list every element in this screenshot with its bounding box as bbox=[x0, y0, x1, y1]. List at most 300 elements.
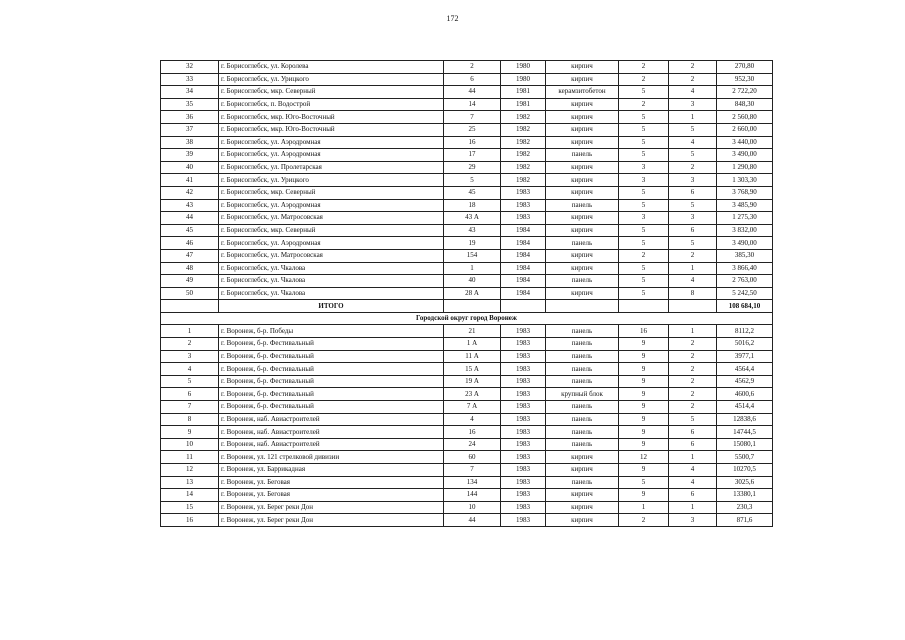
address-cell: г. Воронеж, б-р. Фестивальный bbox=[219, 388, 444, 401]
address-cell: г. Воронеж, ул. Берег реки Дон bbox=[219, 501, 444, 514]
table-row bbox=[161, 363, 773, 376]
row-number: 4 bbox=[161, 363, 219, 376]
house-number-cell: 11 А bbox=[444, 350, 501, 363]
row-number: 1 bbox=[161, 325, 219, 338]
floors-cell: 5 bbox=[619, 476, 669, 489]
table-row bbox=[161, 212, 773, 225]
row-number: 37 bbox=[161, 123, 219, 136]
floors-cell: 5 bbox=[619, 186, 669, 199]
material-cell: кирпич bbox=[546, 111, 619, 124]
address-cell: г. Борисоглебск, мкр. Северный bbox=[219, 186, 444, 199]
house-number-cell: 10 bbox=[444, 501, 501, 514]
area-cell: 3 768,90 bbox=[717, 186, 773, 199]
area-cell: 4514,4 bbox=[717, 401, 773, 414]
material-cell: кирпич bbox=[546, 98, 619, 111]
floors-cell: 5 bbox=[619, 123, 669, 136]
table-row bbox=[161, 262, 773, 275]
year-cell: 1983 bbox=[501, 199, 546, 212]
address-cell: г. Воронеж, б-р. Фестивальный bbox=[219, 363, 444, 376]
row-number: 12 bbox=[161, 464, 219, 477]
area-cell: 270,80 bbox=[717, 61, 773, 74]
material-cell: крупный блок bbox=[546, 388, 619, 401]
row-number: 36 bbox=[161, 111, 219, 124]
entrances-cell: 1 bbox=[669, 262, 717, 275]
year-cell: 1981 bbox=[501, 98, 546, 111]
house-number-cell: 15 А bbox=[444, 363, 501, 376]
table-row bbox=[161, 388, 773, 401]
row-number: 33 bbox=[161, 73, 219, 86]
area-cell: 871,6 bbox=[717, 514, 773, 527]
address-cell: г. Борисоглебск, ул. Урицкого bbox=[219, 174, 444, 187]
entrances-cell: 5 bbox=[669, 149, 717, 162]
entrances-cell: 3 bbox=[669, 212, 717, 225]
address-cell: г. Воронеж, ул. Беговая bbox=[219, 476, 444, 489]
house-number-cell: 144 bbox=[444, 489, 501, 502]
address-cell: г. Борисоглебск, ул. Аэродромная bbox=[219, 199, 444, 212]
entrances-cell: 4 bbox=[669, 136, 717, 149]
year-cell: 1983 bbox=[501, 489, 546, 502]
floors-cell: 2 bbox=[619, 61, 669, 74]
floors-cell: 5 bbox=[619, 224, 669, 237]
address-cell: г. Воронеж, б-р. Фестивальный bbox=[219, 401, 444, 414]
row-number: 15 bbox=[161, 501, 219, 514]
material-cell: панель bbox=[546, 375, 619, 388]
address-cell: г. Воронеж, б-р. Фестивальный bbox=[219, 375, 444, 388]
year-cell: 1983 bbox=[501, 426, 546, 439]
row-number: 13 bbox=[161, 476, 219, 489]
entrances-cell: 2 bbox=[669, 401, 717, 414]
area-cell: 2 560,80 bbox=[717, 111, 773, 124]
year-cell: 1982 bbox=[501, 123, 546, 136]
address-cell: г. Воронеж, наб. Авиастроителей bbox=[219, 413, 444, 426]
entrances-cell: 4 bbox=[669, 275, 717, 288]
house-number-cell: 7 А bbox=[444, 401, 501, 414]
house-number-cell: 17 bbox=[444, 149, 501, 162]
area-cell: 3 866,40 bbox=[717, 262, 773, 275]
house-number-cell: 154 bbox=[444, 249, 501, 262]
year-cell: 1983 bbox=[501, 501, 546, 514]
floors-cell: 9 bbox=[619, 401, 669, 414]
row-number: 40 bbox=[161, 161, 219, 174]
floors-cell: 5 bbox=[619, 287, 669, 300]
floors-cell: 3 bbox=[619, 161, 669, 174]
area-cell: 3 485,90 bbox=[717, 199, 773, 212]
house-number-cell: 5 bbox=[444, 174, 501, 187]
floors-cell: 9 bbox=[619, 388, 669, 401]
area-cell: 15080,1 bbox=[717, 438, 773, 451]
year-cell: 1982 bbox=[501, 161, 546, 174]
address-cell: г. Борисоглебск, ул. Урицкого bbox=[219, 73, 444, 86]
year-cell: 1983 bbox=[501, 451, 546, 464]
address-cell: г. Борисоглебск, мкр. Юго-Восточный bbox=[219, 123, 444, 136]
row-number: 8 bbox=[161, 413, 219, 426]
area-cell: 14744,5 bbox=[717, 426, 773, 439]
table-row bbox=[161, 287, 773, 300]
table-row bbox=[161, 224, 773, 237]
address-cell: г. Борисоглебск, п. Водострой bbox=[219, 98, 444, 111]
house-number-cell: 6 bbox=[444, 73, 501, 86]
address-cell: г. Борисоглебск, ул. Аэродромная bbox=[219, 237, 444, 250]
house-number-cell: 1 bbox=[444, 262, 501, 275]
table-row bbox=[161, 111, 773, 124]
area-cell: 3 440,00 bbox=[717, 136, 773, 149]
material-cell: панель bbox=[546, 438, 619, 451]
address-cell: г. Борисоглебск, мкр. Северный bbox=[219, 86, 444, 99]
area-cell: 848,30 bbox=[717, 98, 773, 111]
floors-cell: 3 bbox=[619, 174, 669, 187]
area-cell: 4562,9 bbox=[717, 375, 773, 388]
floors-cell: 5 bbox=[619, 136, 669, 149]
address-cell: г. Воронеж, наб. Авиастроителей bbox=[219, 438, 444, 451]
house-number-cell: 14 bbox=[444, 98, 501, 111]
year-cell: 1983 bbox=[501, 186, 546, 199]
area-cell: 2 722,20 bbox=[717, 86, 773, 99]
table-row bbox=[161, 149, 773, 162]
table-row bbox=[161, 476, 773, 489]
floors-cell: 9 bbox=[619, 438, 669, 451]
address-cell: г. Воронеж, ул. 121 стрелковой дивизии bbox=[219, 451, 444, 464]
year-cell: 1983 bbox=[501, 212, 546, 225]
entrances-cell: 2 bbox=[669, 350, 717, 363]
material-cell: кирпич bbox=[546, 287, 619, 300]
address-cell: г. Борисоглебск, ул. Королева bbox=[219, 61, 444, 74]
table-row bbox=[161, 375, 773, 388]
material-cell: панель bbox=[546, 350, 619, 363]
floors-cell: 12 bbox=[619, 451, 669, 464]
year-cell: 1983 bbox=[501, 325, 546, 338]
entrances-cell: 2 bbox=[669, 375, 717, 388]
material-cell: панель bbox=[546, 275, 619, 288]
floors-cell: 5 bbox=[619, 86, 669, 99]
house-number-cell: 7 bbox=[444, 464, 501, 477]
year-cell: 1983 bbox=[501, 438, 546, 451]
table-row bbox=[161, 199, 773, 212]
floors-cell: 2 bbox=[619, 98, 669, 111]
material-cell: панель bbox=[546, 413, 619, 426]
floors-cell: 5 bbox=[619, 275, 669, 288]
material-cell: панель bbox=[546, 363, 619, 376]
row-number: 47 bbox=[161, 249, 219, 262]
house-number-cell: 29 bbox=[444, 161, 501, 174]
house-number-cell: 44 bbox=[444, 86, 501, 99]
row-number: 3 bbox=[161, 350, 219, 363]
entrances-cell: 6 bbox=[669, 426, 717, 439]
table-row bbox=[161, 325, 773, 338]
address-cell: г. Воронеж, ул. Беговая bbox=[219, 489, 444, 502]
row-number: 46 bbox=[161, 237, 219, 250]
floors-cell: 5 bbox=[619, 262, 669, 275]
floors-cell: 9 bbox=[619, 375, 669, 388]
table-row bbox=[161, 161, 773, 174]
row-number: 2 bbox=[161, 338, 219, 351]
floors-cell: 16 bbox=[619, 325, 669, 338]
material-cell: панель bbox=[546, 401, 619, 414]
house-number-cell: 1 А bbox=[444, 338, 501, 351]
row-number: 42 bbox=[161, 186, 219, 199]
material-cell: кирпич bbox=[546, 224, 619, 237]
house-number-cell: 40 bbox=[444, 275, 501, 288]
year-cell: 1983 bbox=[501, 464, 546, 477]
entrances-cell: 2 bbox=[669, 161, 717, 174]
entrances-cell: 2 bbox=[669, 249, 717, 262]
material-cell: кирпич bbox=[546, 464, 619, 477]
floors-cell: 9 bbox=[619, 464, 669, 477]
address-cell: г. Воронеж, ул. Берег реки Дон bbox=[219, 514, 444, 527]
floors-cell: 9 bbox=[619, 413, 669, 426]
house-number-cell: 25 bbox=[444, 123, 501, 136]
row-number: 7 bbox=[161, 401, 219, 414]
material-cell: панель bbox=[546, 325, 619, 338]
year-cell: 1981 bbox=[501, 86, 546, 99]
section-header-row bbox=[161, 312, 773, 325]
floors-cell: 2 bbox=[619, 249, 669, 262]
floors-cell: 5 bbox=[619, 199, 669, 212]
floors-cell: 5 bbox=[619, 149, 669, 162]
year-cell: 1983 bbox=[501, 476, 546, 489]
house-number-cell: 44 bbox=[444, 514, 501, 527]
year-cell: 1983 bbox=[501, 363, 546, 376]
table-row bbox=[161, 237, 773, 250]
house-number-cell: 7 bbox=[444, 111, 501, 124]
total-row bbox=[161, 300, 773, 313]
material-cell: кирпич bbox=[546, 451, 619, 464]
year-cell: 1984 bbox=[501, 224, 546, 237]
address-cell: г. Борисоглебск, ул. Матросовская bbox=[219, 212, 444, 225]
entrances-cell: 3 bbox=[669, 514, 717, 527]
area-cell: 3 490,00 bbox=[717, 149, 773, 162]
entrances-cell: 3 bbox=[669, 174, 717, 187]
year-cell: 1983 bbox=[501, 338, 546, 351]
material-cell: кирпич bbox=[546, 489, 619, 502]
area-cell: 1 275,30 bbox=[717, 212, 773, 225]
row-number: 50 bbox=[161, 287, 219, 300]
address-cell: г. Борисоглебск, ул. Аэродромная bbox=[219, 136, 444, 149]
area-cell: 5 242,50 bbox=[717, 287, 773, 300]
address-cell: г. Борисоглебск, ул. Чкалова bbox=[219, 262, 444, 275]
housing-register-table bbox=[160, 60, 773, 527]
address-cell: г. Борисоглебск, мкр. Юго-Восточный bbox=[219, 111, 444, 124]
entrances-cell: 1 bbox=[669, 501, 717, 514]
table-row bbox=[161, 86, 773, 99]
address-cell: г. Борисоглебск, ул. Чкалова bbox=[219, 287, 444, 300]
entrances-cell: 2 bbox=[669, 338, 717, 351]
entrances-cell: 6 bbox=[669, 186, 717, 199]
row-number: 11 bbox=[161, 451, 219, 464]
area-cell: 5016,2 bbox=[717, 338, 773, 351]
material-cell: кирпич bbox=[546, 501, 619, 514]
entrances-cell: 6 bbox=[669, 438, 717, 451]
entrances-cell: 2 bbox=[669, 61, 717, 74]
row-number: 38 bbox=[161, 136, 219, 149]
year-cell: 1983 bbox=[501, 413, 546, 426]
entrances-cell: 4 bbox=[669, 86, 717, 99]
house-number-cell: 19 А bbox=[444, 375, 501, 388]
table-row bbox=[161, 338, 773, 351]
row-number: 14 bbox=[161, 489, 219, 502]
house-number-cell: 45 bbox=[444, 186, 501, 199]
section-title: Городской округ город Воронеж bbox=[161, 312, 773, 325]
house-number-cell: 4 bbox=[444, 413, 501, 426]
entrances-cell: 1 bbox=[669, 111, 717, 124]
material-cell: кирпич bbox=[546, 262, 619, 275]
material-cell: кирпич bbox=[546, 73, 619, 86]
material-cell: кирпич bbox=[546, 136, 619, 149]
floors-cell: 9 bbox=[619, 338, 669, 351]
house-number-cell: 16 bbox=[444, 426, 501, 439]
year-cell: 1982 bbox=[501, 111, 546, 124]
table-row bbox=[161, 61, 773, 74]
total-row-group bbox=[161, 300, 773, 325]
floors-cell: 9 bbox=[619, 489, 669, 502]
material-cell: кирпич bbox=[546, 249, 619, 262]
area-cell: 12838,6 bbox=[717, 413, 773, 426]
house-number-cell: 2 bbox=[444, 61, 501, 74]
year-cell: 1980 bbox=[501, 73, 546, 86]
table-row bbox=[161, 275, 773, 288]
entrances-cell: 2 bbox=[669, 388, 717, 401]
year-cell: 1983 bbox=[501, 514, 546, 527]
area-cell: 952,30 bbox=[717, 73, 773, 86]
material-cell: панель bbox=[546, 149, 619, 162]
entrances-cell: 8 bbox=[669, 287, 717, 300]
total-value: 108 684,10 bbox=[717, 300, 773, 313]
house-number-cell: 43 bbox=[444, 224, 501, 237]
table-row bbox=[161, 350, 773, 363]
entrances-cell: 4 bbox=[669, 476, 717, 489]
total-label: ИТОГО bbox=[219, 300, 444, 313]
table-row bbox=[161, 413, 773, 426]
area-cell: 3025,6 bbox=[717, 476, 773, 489]
house-number-cell: 16 bbox=[444, 136, 501, 149]
area-cell: 4564,4 bbox=[717, 363, 773, 376]
year-cell: 1980 bbox=[501, 61, 546, 74]
floors-cell: 5 bbox=[619, 237, 669, 250]
material-cell: панель bbox=[546, 426, 619, 439]
row-number: 6 bbox=[161, 388, 219, 401]
area-cell: 1 303,30 bbox=[717, 174, 773, 187]
floors-cell: 1 bbox=[619, 501, 669, 514]
table-row bbox=[161, 426, 773, 439]
row-number: 35 bbox=[161, 98, 219, 111]
entrances-cell: 3 bbox=[669, 98, 717, 111]
table-row bbox=[161, 501, 773, 514]
table-row bbox=[161, 98, 773, 111]
area-cell: 13380,1 bbox=[717, 489, 773, 502]
area-cell: 8112,2 bbox=[717, 325, 773, 338]
entrances-cell: 2 bbox=[669, 363, 717, 376]
area-cell: 3977,1 bbox=[717, 350, 773, 363]
row-number: 5 bbox=[161, 375, 219, 388]
house-number-cell: 134 bbox=[444, 476, 501, 489]
material-cell: кирпич bbox=[546, 123, 619, 136]
table-row bbox=[161, 249, 773, 262]
row-number: 10 bbox=[161, 438, 219, 451]
year-cell: 1983 bbox=[501, 388, 546, 401]
table-row bbox=[161, 174, 773, 187]
area-cell: 3 490,00 bbox=[717, 237, 773, 250]
house-number-cell: 18 bbox=[444, 199, 501, 212]
table-row bbox=[161, 136, 773, 149]
year-cell: 1983 bbox=[501, 401, 546, 414]
row-number: 44 bbox=[161, 212, 219, 225]
material-cell: панель bbox=[546, 338, 619, 351]
page-number: 172 bbox=[446, 14, 459, 23]
year-cell: 1984 bbox=[501, 249, 546, 262]
entrances-cell: 6 bbox=[669, 224, 717, 237]
house-number-cell: 19 bbox=[444, 237, 501, 250]
entrances-cell: 4 bbox=[669, 464, 717, 477]
table-row bbox=[161, 123, 773, 136]
house-number-cell: 28 А bbox=[444, 287, 501, 300]
table-body-borisoglebsk bbox=[161, 61, 773, 300]
floors-cell: 2 bbox=[619, 73, 669, 86]
area-cell: 4600,6 bbox=[717, 388, 773, 401]
house-number-cell: 23 А bbox=[444, 388, 501, 401]
address-cell: г. Воронеж, б-р. Фестивальный bbox=[219, 338, 444, 351]
floors-cell: 9 bbox=[619, 426, 669, 439]
house-number-cell: 43 А bbox=[444, 212, 501, 225]
year-cell: 1983 bbox=[501, 350, 546, 363]
row-number: 41 bbox=[161, 174, 219, 187]
address-cell: г. Воронеж, б-р. Победы bbox=[219, 325, 444, 338]
entrances-cell: 5 bbox=[669, 413, 717, 426]
address-cell: г. Воронеж, ул. Баррикадная bbox=[219, 464, 444, 477]
entrances-cell: 5 bbox=[669, 123, 717, 136]
year-cell: 1984 bbox=[501, 287, 546, 300]
table-row bbox=[161, 464, 773, 477]
floors-cell: 9 bbox=[619, 350, 669, 363]
entrances-cell: 5 bbox=[669, 237, 717, 250]
year-cell: 1984 bbox=[501, 262, 546, 275]
address-cell: г. Борисоглебск, ул. Чкалова bbox=[219, 275, 444, 288]
material-cell: панель bbox=[546, 199, 619, 212]
floors-cell: 3 bbox=[619, 212, 669, 225]
material-cell: панель bbox=[546, 237, 619, 250]
year-cell: 1982 bbox=[501, 136, 546, 149]
row-number: 48 bbox=[161, 262, 219, 275]
table-body-voronezh bbox=[161, 325, 773, 527]
area-cell: 1 290,80 bbox=[717, 161, 773, 174]
entrances-cell: 6 bbox=[669, 489, 717, 502]
entrances-cell: 2 bbox=[669, 73, 717, 86]
year-cell: 1982 bbox=[501, 174, 546, 187]
table-row bbox=[161, 401, 773, 414]
address-cell: г. Борисоглебск, мкр. Северный bbox=[219, 224, 444, 237]
area-cell: 3 832,00 bbox=[717, 224, 773, 237]
address-cell: г. Воронеж, наб. Авиастроителей bbox=[219, 426, 444, 439]
table-row bbox=[161, 186, 773, 199]
area-cell: 2 763,00 bbox=[717, 275, 773, 288]
year-cell: 1983 bbox=[501, 375, 546, 388]
area-cell: 230,3 bbox=[717, 501, 773, 514]
material-cell: кирпич bbox=[546, 514, 619, 527]
material-cell: кирпич bbox=[546, 174, 619, 187]
address-cell: г. Борисоглебск, ул. Матросовская bbox=[219, 249, 444, 262]
table-row bbox=[161, 489, 773, 502]
area-cell: 10270,5 bbox=[717, 464, 773, 477]
total-empty-cell bbox=[161, 300, 219, 313]
material-cell: кирпич bbox=[546, 161, 619, 174]
material-cell: панель bbox=[546, 476, 619, 489]
address-cell: г. Борисоглебск, ул. Пролетарская bbox=[219, 161, 444, 174]
floors-cell: 9 bbox=[619, 363, 669, 376]
address-cell: г. Воронеж, б-р. Фестивальный bbox=[219, 350, 444, 363]
year-cell: 1982 bbox=[501, 149, 546, 162]
material-cell: кирпич bbox=[546, 61, 619, 74]
row-number: 43 bbox=[161, 199, 219, 212]
row-number: 32 bbox=[161, 61, 219, 74]
floors-cell: 5 bbox=[619, 111, 669, 124]
